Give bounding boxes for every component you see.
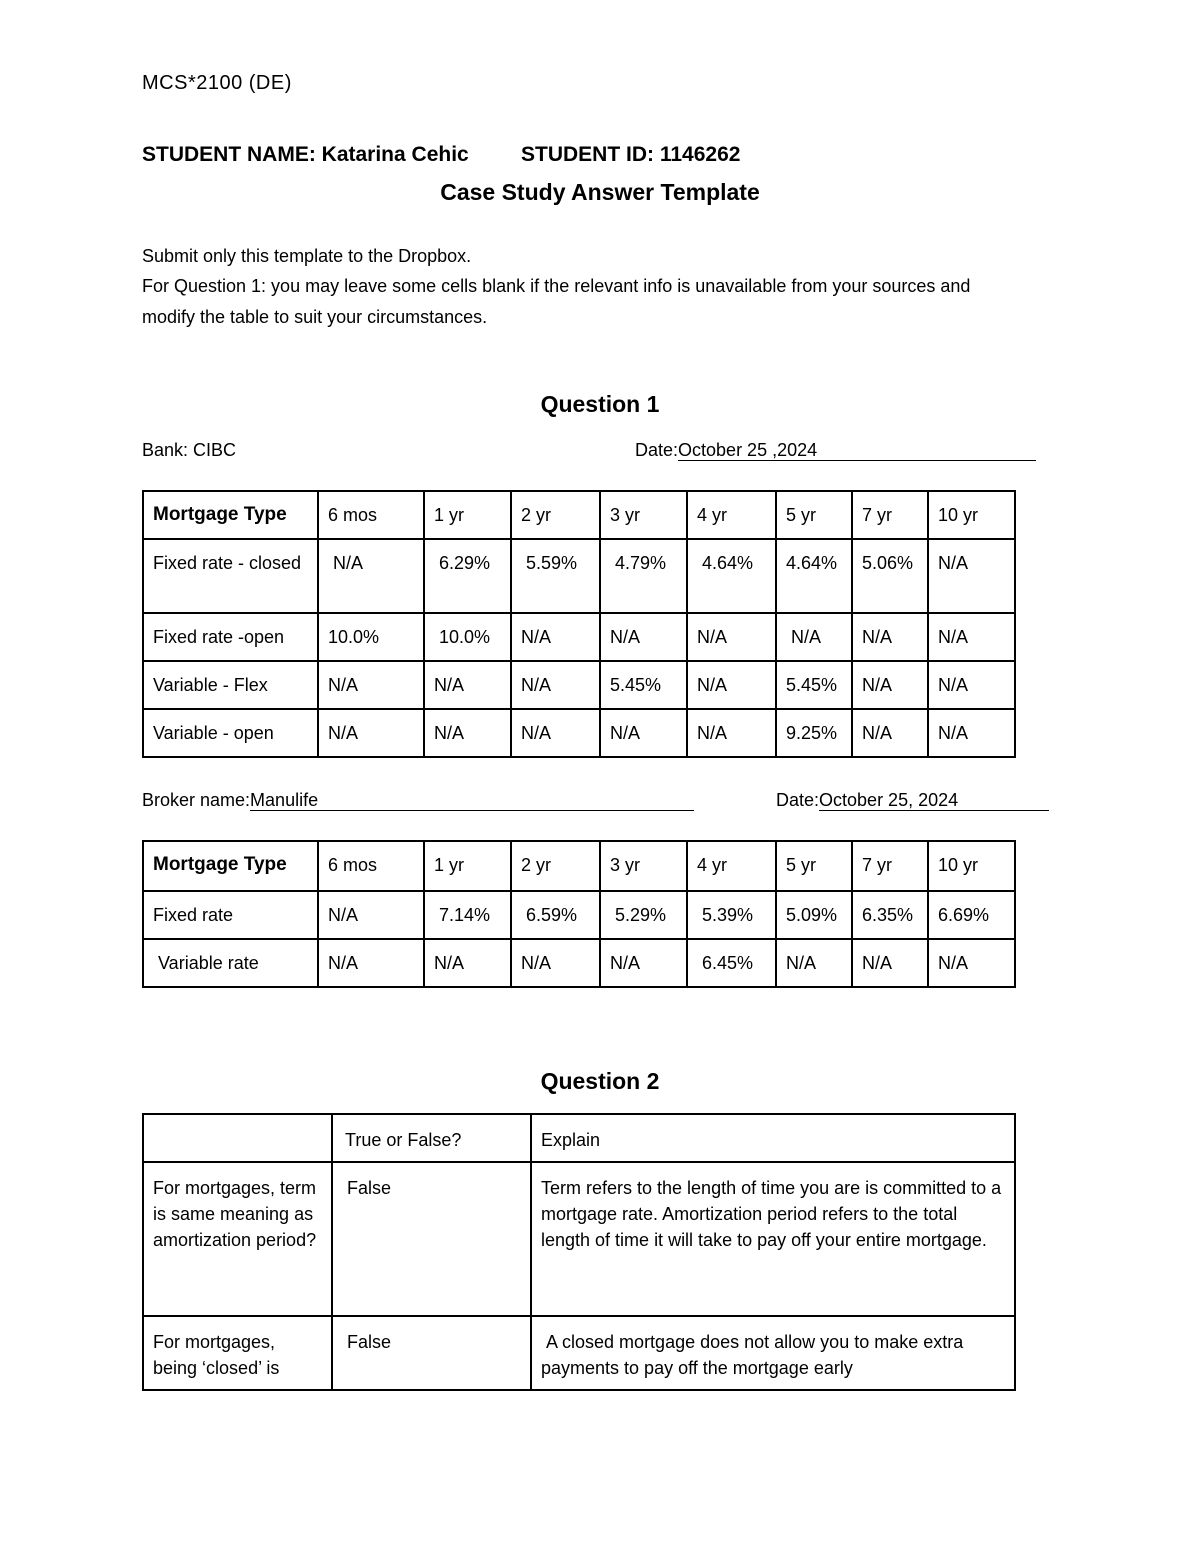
rate-cell: N/A — [318, 539, 424, 613]
rate-cell: 5.06% — [852, 539, 928, 613]
broker-header-cell: 6 mos — [318, 841, 424, 891]
broker-header-cell: 7 yr — [852, 841, 928, 891]
bank-header-cell: 2 yr — [511, 491, 600, 539]
rate-cell: N/A — [852, 709, 928, 757]
student-id: STUDENT ID: 1146262 — [521, 143, 741, 166]
mortgage-type-cell: Variable - open — [143, 709, 318, 757]
true-false-table — [142, 1113, 1016, 1391]
rate-cell: 6.59% — [511, 891, 600, 939]
rate-cell: N/A — [424, 661, 511, 709]
table-row — [143, 891, 1015, 939]
rate-cell: N/A — [852, 661, 928, 709]
bank-date-field: October 25 ,2024 — [678, 440, 1036, 461]
rate-cell: 6.35% — [852, 891, 928, 939]
rate-cell: N/A — [600, 709, 687, 757]
rate-cell: 5.09% — [776, 891, 852, 939]
rate-cell: N/A — [511, 939, 600, 987]
bank-header-row — [143, 491, 1015, 539]
mortgage-type-cell: Fixed rate - closed — [143, 539, 318, 613]
rate-cell: 6.29% — [424, 539, 511, 613]
rate-cell: N/A — [318, 661, 424, 709]
rate-cell: 6.45% — [687, 939, 776, 987]
broker-header-cell: 5 yr — [776, 841, 852, 891]
mortgage-type-cell: Variable - Flex — [143, 661, 318, 709]
rate-cell: 10.0% — [318, 613, 424, 661]
bank-header-cell: Mortgage Type — [143, 491, 318, 539]
rate-cell: 4.64% — [687, 539, 776, 613]
statement-cell: For mortgages, being ‘closed’ is — [143, 1316, 332, 1390]
table-row — [143, 539, 1015, 613]
rate-cell: N/A — [511, 709, 600, 757]
rate-cell: 5.45% — [776, 661, 852, 709]
rate-cell: N/A — [776, 939, 852, 987]
broker-header-cell: 10 yr — [928, 841, 1015, 891]
table-row — [143, 939, 1015, 987]
bank-header-cell: 4 yr — [687, 491, 776, 539]
rate-cell: N/A — [687, 613, 776, 661]
broker-header-cell: Mortgage Type — [143, 841, 318, 891]
table-row — [143, 709, 1015, 757]
broker-date — [776, 790, 1049, 811]
rate-cell: 4.64% — [776, 539, 852, 613]
rate-cell: N/A — [424, 709, 511, 757]
broker-header-cell: 1 yr — [424, 841, 511, 891]
broker-date-field: October 25, 2024 — [819, 790, 1049, 811]
rate-cell: N/A — [511, 613, 600, 661]
bank-header-cell: 1 yr — [424, 491, 511, 539]
rate-cell: N/A — [687, 709, 776, 757]
bank-date-label: Date: — [635, 440, 679, 460]
broker-name-label: Broker name: — [142, 790, 251, 810]
statement-cell: For mortgages, term is same meaning as amortization period? — [143, 1162, 332, 1316]
answer-cell: False — [332, 1162, 531, 1316]
rate-cell: N/A — [928, 613, 1015, 661]
q2-header-row — [143, 1114, 1015, 1162]
bank-header-cell: 5 yr — [776, 491, 852, 539]
rate-cell: 7.14% — [424, 891, 511, 939]
rate-cell: N/A — [600, 939, 687, 987]
broker-rates-table — [142, 840, 1016, 988]
instruction-line-1: Submit only this template to the Dropbox. — [142, 246, 472, 266]
rate-cell: N/A — [928, 539, 1015, 613]
rate-cell: 5.59% — [511, 539, 600, 613]
broker-header-cell: 3 yr — [600, 841, 687, 891]
broker-name-field: Manulife — [250, 790, 694, 811]
table-row — [143, 1162, 1015, 1316]
rate-cell: N/A — [852, 613, 928, 661]
instruction-line-3: modify the table to suit your circumstances. — [142, 307, 488, 327]
rate-cell: N/A — [318, 709, 424, 757]
rate-cell: 5.39% — [687, 891, 776, 939]
rate-cell: 6.69% — [928, 891, 1015, 939]
bank-header-cell: 7 yr — [852, 491, 928, 539]
mortgage-type-cell: Fixed rate -open — [143, 613, 318, 661]
bank-header-cell: 6 mos — [318, 491, 424, 539]
broker-header-row — [143, 841, 1015, 891]
rate-cell: N/A — [928, 709, 1015, 757]
q2-header-cell — [143, 1114, 332, 1162]
rate-cell: N/A — [776, 613, 852, 661]
mortgage-type-cell: Variable rate — [143, 939, 318, 987]
rate-cell: N/A — [318, 891, 424, 939]
answer-cell: False — [332, 1316, 531, 1390]
rate-cell: 10.0% — [424, 613, 511, 661]
rate-cell: N/A — [511, 661, 600, 709]
broker-name — [142, 790, 694, 811]
question-2-heading: Question 2 — [540, 1068, 660, 1094]
rate-cell: 4.79% — [600, 539, 687, 613]
bank-header-cell: 10 yr — [928, 491, 1015, 539]
rate-cell: N/A — [852, 939, 928, 987]
mortgage-type-cell: Fixed rate — [143, 891, 318, 939]
page-title: Case Study Answer Template — [440, 179, 760, 205]
rate-cell: 9.25% — [776, 709, 852, 757]
q2-header-cell: Explain — [531, 1114, 1015, 1162]
broker-date-label: Date: — [776, 790, 820, 810]
rate-cell: N/A — [318, 939, 424, 987]
explanation-cell: A closed mortgage does not allow you to make extra payments to pay off the mortgage early — [531, 1316, 1015, 1390]
explanation-cell: Term refers to the length of time you are is committed to a mortgage rate. Amortization period refers to the total length of time it will take to pay off your entire mortgage. — [531, 1162, 1015, 1316]
rate-cell: N/A — [600, 613, 687, 661]
q2-header-cell: True or False? — [332, 1114, 531, 1162]
bank-date — [635, 440, 1036, 461]
rate-cell: N/A — [928, 661, 1015, 709]
bank-rates-table — [142, 490, 1016, 758]
bank-label: Bank: CIBC — [142, 440, 237, 460]
rate-cell: 5.29% — [600, 891, 687, 939]
rate-cell: 5.45% — [600, 661, 687, 709]
table-row — [143, 613, 1015, 661]
course-code: MCS*2100 (DE) — [142, 72, 292, 94]
broker-header-cell: 2 yr — [511, 841, 600, 891]
student-name: STUDENT NAME: Katarina Cehic — [142, 143, 469, 166]
rate-cell: N/A — [687, 661, 776, 709]
bank-header-cell: 3 yr — [600, 491, 687, 539]
table-row — [143, 1316, 1015, 1390]
rate-cell: N/A — [424, 939, 511, 987]
instruction-line-2: For Question 1: you may leave some cells blank if the relevant info is unavailable from your sources and — [142, 276, 971, 296]
broker-header-cell: 4 yr — [687, 841, 776, 891]
rate-cell: N/A — [928, 939, 1015, 987]
table-row — [143, 661, 1015, 709]
question-1-heading: Question 1 — [540, 391, 660, 417]
